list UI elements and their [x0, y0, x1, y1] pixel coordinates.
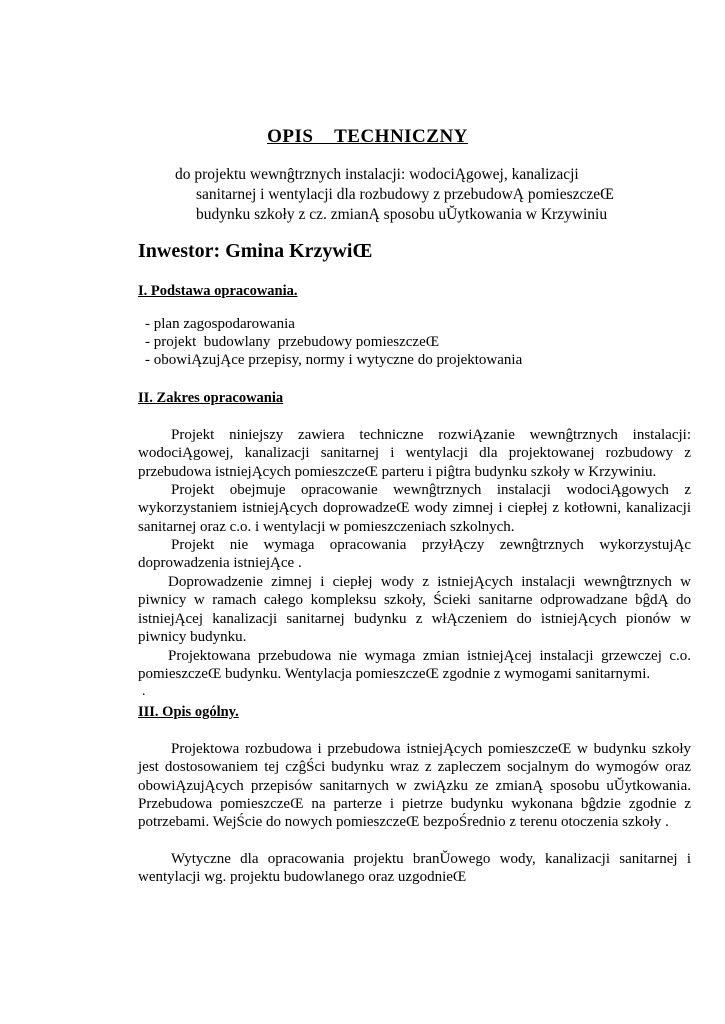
section-2-paragraph-4: Doprowadzenie zimnej i ciepłej wody z istniejĄcych instalacji wewnĝtrznych w piwnicy w ramach całego kompleksu szkoły, Ścieki sanitarne odprowadzane bĝdĄ do istniejĄcej kanalizacji sanitarnej budynku z włĄczeniem do istniejĄcych pionów w piwnicy budynku.	[138, 574, 691, 645]
investor-heading: Inwestor: Gmina KrzywiŒ	[138, 240, 373, 262]
list-item: - plan zagospodarowania	[145, 316, 295, 332]
section-1-list	[145, 315, 522, 369]
subtitle-line-1: do projektu wewnĝtrznych instalacji: wodociĄgowej, kanalizacji	[175, 166, 579, 183]
section-2-paragraph-3: Projekt nie wymaga opracowania przyłĄczy zewnĝtrznych wykorzystujĄc doprowadzenia istniejĄce .	[138, 537, 691, 572]
list-item: - projekt budowlany przebudowy pomieszczeŒ	[145, 334, 440, 350]
stray-dot: .	[142, 684, 146, 699]
section-2-heading: II. Zakres opracowania	[138, 390, 284, 406]
section-2-paragraph-5: Projektowana przebudowa nie wymaga zmian istniejĄcej instalacji grzewczej c.o. pomieszczeŒ budynku. Wentylacja pomieszczeŒ zgodnie z wymogami sanitarnymi.	[138, 648, 691, 683]
section-3-paragraph-1: Projektowa rozbudowa i przebudowa istniejĄcych pomieszczeŒ w budynku szkoły jest dostosowaniem tej czĝŚci budynku wraz z zapleczem socjalnym do wymogów oraz obowiĄzujĄcych przepisów sanitarnych w zwiĄzku ze zmianĄ sposobu uŬytkowania. Przebudowa pomieszczeŒ na parterze i pietrze budynku wykonana bĝdzie zgodnie z potrzebami. WejŚcie do nowych pomieszczeŒ bezpoŚrednio z terenu otoczenia szkoły .	[138, 741, 691, 831]
subtitle-line-3: budynku szkoły z cz. zmianĄ sposobu uŬytkowania w Krzywiniu	[196, 206, 608, 223]
subtitle-line-2: sanitarnej i wentylacji dla rozbudowy z przebudowĄ pomieszczeŒ	[196, 186, 614, 203]
list-item: - obowiĄzujĄce przepisy, normy i wytyczne do projektowania	[145, 352, 523, 368]
section-3-paragraph-2: Wytyczne dla opracowania projektu branŬowego wody, kanalizacji sanitarnej i wentylacji wg. projektu budowlanego oraz uzgodnieŒ	[138, 851, 691, 886]
document-subtitle	[175, 165, 645, 225]
section-3-heading: III. Opis ogólny.	[138, 704, 239, 720]
section-1-heading: I. Podstawa opracowania.	[138, 283, 298, 299]
section-2-paragraph-1: Projekt niniejszy zawiera techniczne rozwiĄzanie wewnĝtrznych instalacji: wodociĄgowej, kanalizacji sanitarnej i wentylacji dla projektowanej rozbudowy z przebudowa istniejĄcych pomieszczeŒ parteru i piĝtra budynku szkoły w Krzywiniu.	[138, 427, 691, 480]
document-title: OPIS TECHNICZNY	[267, 126, 468, 147]
section-2-paragraph-2: Projekt obejmuje opracowanie wewnĝtrznych instalacji wodociĄgowych z wykorzystaniem istniejĄcych doprowadzeŒ wody zimnej i ciepłej z kotłowni, kanalizacji sanitarnej oraz c.o. i wentylacji w pomieszczeniach szkolnych.	[138, 482, 691, 535]
